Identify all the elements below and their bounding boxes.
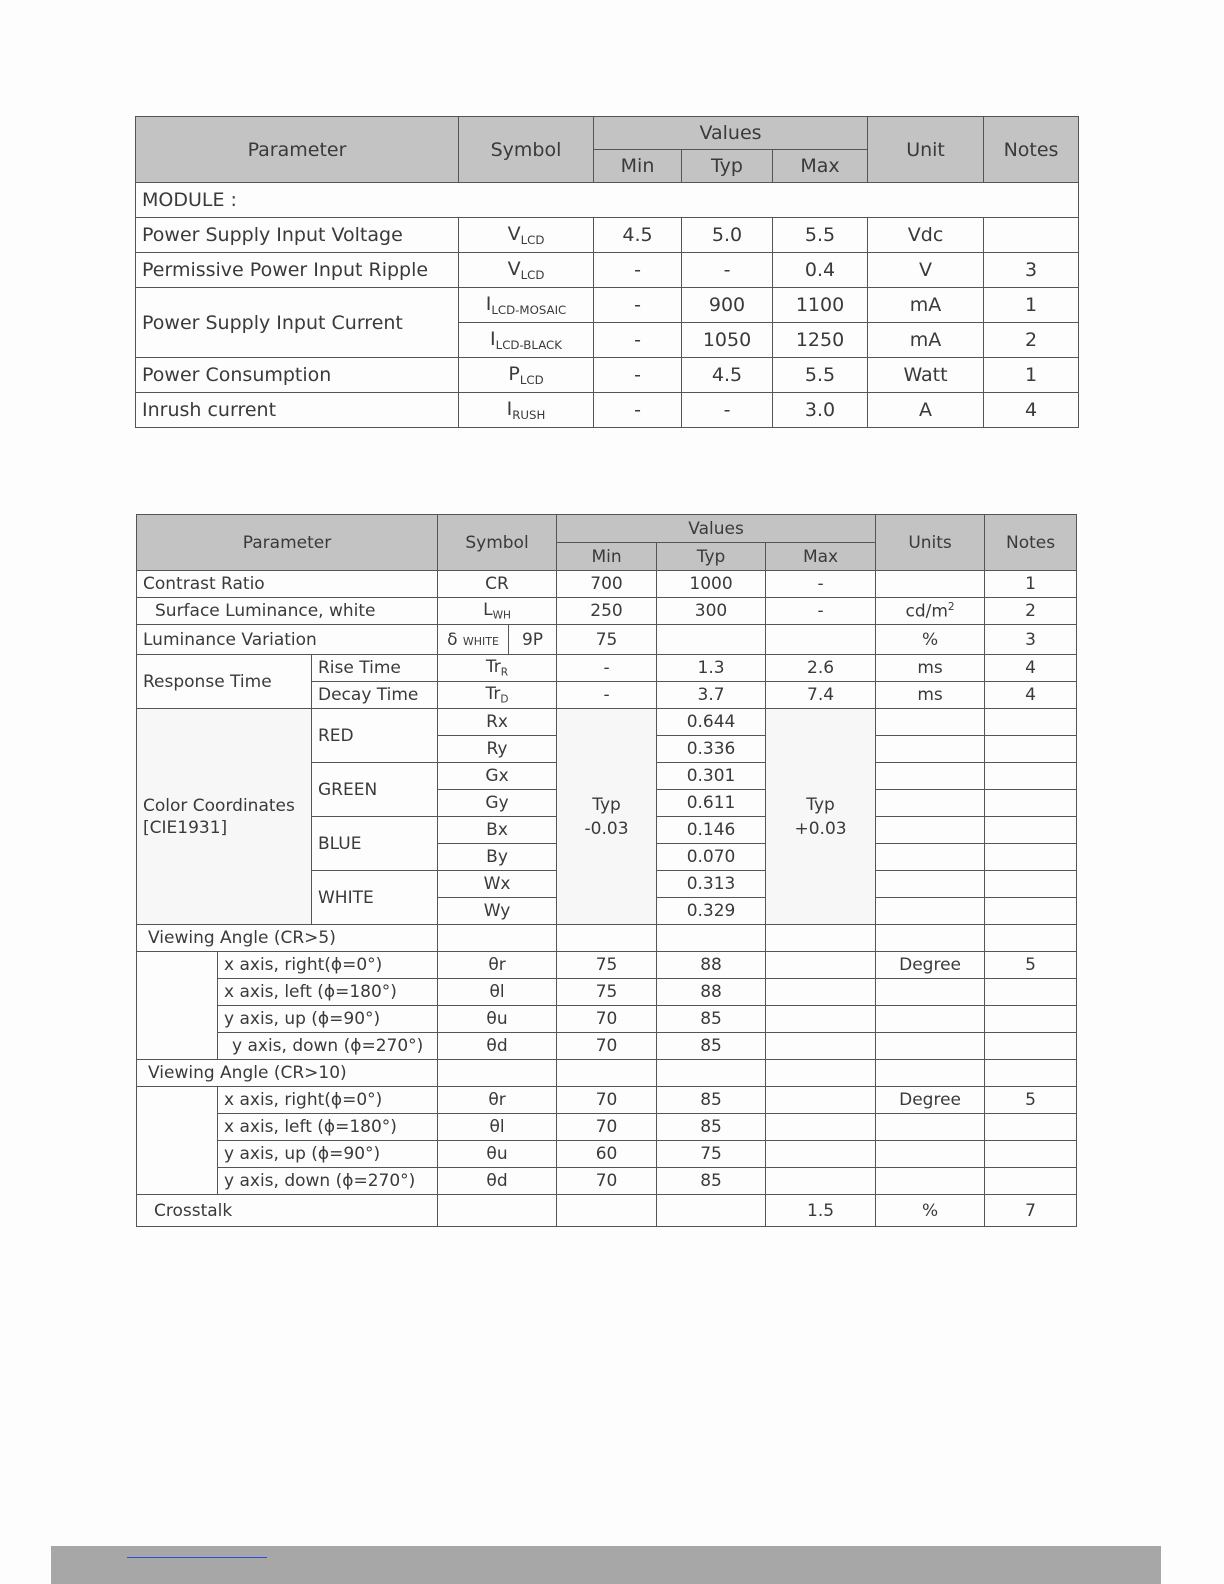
header-typ: Typ <box>657 543 766 571</box>
typ-cell: 1050 <box>682 323 773 358</box>
min-cell: 250 <box>557 598 657 625</box>
max-cell <box>766 1141 876 1168</box>
max-cell: 3.0 <box>773 393 868 428</box>
notes-cell: 1 <box>985 571 1077 598</box>
notes-cell: 4 <box>985 682 1077 709</box>
min-cell <box>557 1195 657 1227</box>
footer-link-underline[interactable] <box>127 1557 267 1558</box>
electrical-spec-table <box>135 116 1079 428</box>
param-cell: Power Supply Input Voltage <box>136 218 459 253</box>
min-cell: 70 <box>557 1114 657 1141</box>
min-cell: 75 <box>557 625 657 655</box>
notes-cell: 7 <box>985 1195 1077 1227</box>
angle-label: x axis, left (ϕ=180°) <box>218 979 438 1006</box>
param-cell: Crosstalk <box>137 1195 438 1227</box>
typ-cell: 0.070 <box>657 844 766 871</box>
header-units: Units <box>876 515 985 571</box>
header-values: Values <box>594 117 868 150</box>
notes-cell: 4 <box>984 393 1079 428</box>
table-row <box>137 625 1077 655</box>
angle-label: x axis, left (ϕ=180°) <box>218 1114 438 1141</box>
param-cell: Power Consumption <box>136 358 459 393</box>
notes-cell: 5 <box>985 1087 1077 1114</box>
min-cell: 70 <box>557 1006 657 1033</box>
unit-cell <box>876 1033 985 1060</box>
symbol-cell: $I_{RUSH}$ <box>459 393 594 428</box>
table-row <box>137 1033 1077 1060</box>
notes-cell <box>985 1168 1077 1195</box>
notes-cell: 3 <box>985 625 1077 655</box>
symbol-cell: $Tr_D$ <box>438 682 557 709</box>
table-row <box>137 598 1077 625</box>
typ-cell: - <box>682 253 773 288</box>
param-cell: Luminance Variation <box>137 625 438 655</box>
typ-cell: 85 <box>657 1087 766 1114</box>
symbol-cell: θl <box>438 979 557 1006</box>
unit-cell <box>876 763 985 790</box>
header-typ: Typ <box>682 150 773 183</box>
max-cell <box>766 979 876 1006</box>
unit-cell: % <box>876 625 985 655</box>
unit-cell <box>876 1006 985 1033</box>
symbol-cell: θd <box>438 1033 557 1060</box>
typ-cell: 85 <box>657 1114 766 1141</box>
table-row <box>136 253 1079 288</box>
table-row <box>136 358 1079 393</box>
param-cell: Contrast Ratio <box>137 571 438 598</box>
color-group-label: GREEN <box>312 763 438 817</box>
min-cell: 4.5 <box>594 218 682 253</box>
section-title: Viewing Angle (CR>10) <box>137 1060 438 1087</box>
symbol-cell: θl <box>438 1114 557 1141</box>
typ-cell: 88 <box>657 952 766 979</box>
typ-cell: 0.329 <box>657 898 766 925</box>
header-symbol: Symbol <box>459 117 594 183</box>
table-row <box>137 1087 1077 1114</box>
unit-cell: ms <box>876 655 985 682</box>
table-row <box>136 288 1079 323</box>
typ-cell: 900 <box>682 288 773 323</box>
color-group-label: RED <box>312 709 438 763</box>
symbol-cell-2: 9P <box>509 625 557 655</box>
typ-cell <box>657 625 766 655</box>
header-min: Min <box>557 543 657 571</box>
min-cell: - <box>557 682 657 709</box>
max-cell <box>766 952 876 979</box>
max-cell: Typ +0.03 <box>766 709 876 925</box>
min-cell: - <box>594 288 682 323</box>
table-row <box>137 1006 1077 1033</box>
header-unit: Unit <box>868 117 984 183</box>
table-row <box>137 1141 1077 1168</box>
page-footer-bar <box>51 1546 1161 1584</box>
symbol-cell: $I_{LCD-BLACK}$ <box>459 323 594 358</box>
symbol-cell: Gx <box>438 763 557 790</box>
notes-cell <box>984 218 1079 253</box>
notes-cell <box>985 1006 1077 1033</box>
typ-cell: 0.644 <box>657 709 766 736</box>
max-cell: 1100 <box>773 288 868 323</box>
typ-cell: 0.313 <box>657 871 766 898</box>
symbol-cell: Rx <box>438 709 557 736</box>
table-row <box>137 1195 1077 1227</box>
angle-label: y axis, down (ϕ=270°) <box>218 1033 438 1060</box>
notes-cell <box>985 709 1077 736</box>
typ-cell: 300 <box>657 598 766 625</box>
param-cell: Response Time <box>137 655 312 709</box>
unit-cell <box>876 1141 985 1168</box>
max-cell: 7.4 <box>766 682 876 709</box>
notes-cell <box>985 871 1077 898</box>
min-cell: - <box>594 253 682 288</box>
table-row <box>137 1168 1077 1195</box>
symbol-cell: θu <box>438 1141 557 1168</box>
table-row <box>137 655 1077 682</box>
param-cell: Inrush current <box>136 393 459 428</box>
typ-cell: 0.301 <box>657 763 766 790</box>
typ-cell <box>657 1195 766 1227</box>
max-cell: - <box>766 571 876 598</box>
symbol-cell: θr <box>438 1087 557 1114</box>
notes-cell: 5 <box>985 952 1077 979</box>
table-row <box>137 979 1077 1006</box>
min-cell: 70 <box>557 1168 657 1195</box>
max-cell: 5.5 <box>773 218 868 253</box>
notes-cell: 2 <box>985 598 1077 625</box>
min-cell: - <box>557 655 657 682</box>
header-max: Max <box>773 150 868 183</box>
table-row <box>136 218 1079 253</box>
typ-cell: 75 <box>657 1141 766 1168</box>
unit-cell <box>876 817 985 844</box>
typ-cell: 1000 <box>657 571 766 598</box>
symbol-cell: $V_{LCD}$ <box>459 218 594 253</box>
unit-cell: A <box>868 393 984 428</box>
symbol-cell: $P_{LCD}$ <box>459 358 594 393</box>
typ-cell: 4.5 <box>682 358 773 393</box>
notes-cell <box>985 763 1077 790</box>
max-cell <box>766 1006 876 1033</box>
symbol-cell: θu <box>438 1006 557 1033</box>
symbol-cell: $L_{WH}$ <box>438 598 557 625</box>
table-row <box>136 393 1079 428</box>
unit-cell: % <box>876 1195 985 1227</box>
unit-cell <box>876 871 985 898</box>
max-cell <box>766 1033 876 1060</box>
header-min: Min <box>594 150 682 183</box>
section-row <box>136 183 1079 218</box>
unit-cell <box>876 709 985 736</box>
header-notes: Notes <box>985 515 1077 571</box>
unit-cell: Watt <box>868 358 984 393</box>
notes-cell <box>985 817 1077 844</box>
symbol-cell: $Tr_R$ <box>438 655 557 682</box>
unit-cell <box>876 1168 985 1195</box>
header-parameter: Parameter <box>137 515 438 571</box>
angle-label: x axis, right(ϕ=0°) <box>218 1087 438 1114</box>
header-max: Max <box>766 543 876 571</box>
table-row <box>137 709 1077 736</box>
angle-label: y axis, up (ϕ=90°) <box>218 1141 438 1168</box>
typ-cell: 88 <box>657 979 766 1006</box>
symbol-cell: Wx <box>438 871 557 898</box>
typ-cell: 0.146 <box>657 817 766 844</box>
optical-spec-table <box>136 514 1077 1227</box>
symbol-cell: Bx <box>438 817 557 844</box>
notes-cell <box>985 1114 1077 1141</box>
max-cell: 1.5 <box>766 1195 876 1227</box>
max-cell: 5.5 <box>773 358 868 393</box>
header-symbol: Symbol <box>438 515 557 571</box>
symbol-cell: By <box>438 844 557 871</box>
notes-cell: 1 <box>984 288 1079 323</box>
color-group-label: WHITE <box>312 871 438 925</box>
typ-cell: 85 <box>657 1168 766 1195</box>
indent-cell <box>137 1087 218 1195</box>
unit-cell: Degree <box>876 952 985 979</box>
symbol-cell: Ry <box>438 736 557 763</box>
min-cell: Typ -0.03 <box>557 709 657 925</box>
symbol-cell: θd <box>438 1168 557 1195</box>
min-cell: - <box>594 358 682 393</box>
sub-param-cell: Decay Time <box>312 682 438 709</box>
table-row <box>137 925 1077 952</box>
max-cell <box>766 1114 876 1141</box>
typ-cell: 85 <box>657 1006 766 1033</box>
max-cell <box>766 1168 876 1195</box>
symbol-cell: δ WHITE <box>438 625 509 655</box>
unit-cell <box>876 571 985 598</box>
notes-cell <box>985 1033 1077 1060</box>
min-cell: 75 <box>557 979 657 1006</box>
notes-cell: 4 <box>985 655 1077 682</box>
color-group-label: BLUE <box>312 817 438 871</box>
min-cell: - <box>594 393 682 428</box>
max-cell <box>766 625 876 655</box>
unit-cell: mA <box>868 323 984 358</box>
notes-cell <box>985 1141 1077 1168</box>
notes-cell: 2 <box>984 323 1079 358</box>
notes-cell: 3 <box>984 253 1079 288</box>
table-row <box>137 1060 1077 1087</box>
typ-cell: 3.7 <box>657 682 766 709</box>
sub-param-cell: Rise Time <box>312 655 438 682</box>
unit-cell: $cd/m^2$ <box>876 598 985 625</box>
symbol-cell: θr <box>438 952 557 979</box>
notes-cell: 1 <box>984 358 1079 393</box>
max-cell: - <box>766 598 876 625</box>
min-cell: 70 <box>557 1087 657 1114</box>
symbol-cell <box>438 1195 557 1227</box>
param-cell: Color Coordinates [CIE1931] <box>137 709 312 925</box>
typ-cell: 85 <box>657 1033 766 1060</box>
notes-cell <box>985 898 1077 925</box>
unit-cell: mA <box>868 288 984 323</box>
max-cell: 2.6 <box>766 655 876 682</box>
max-cell <box>766 1087 876 1114</box>
unit-cell <box>876 1114 985 1141</box>
notes-cell <box>985 844 1077 871</box>
min-cell: - <box>594 323 682 358</box>
section-label: MODULE : <box>136 183 1079 218</box>
symbol-cell: Gy <box>438 790 557 817</box>
max-cell: 1250 <box>773 323 868 358</box>
unit-cell <box>876 898 985 925</box>
typ-cell: 0.336 <box>657 736 766 763</box>
angle-label: y axis, up (ϕ=90°) <box>218 1006 438 1033</box>
unit-cell: Vdc <box>868 218 984 253</box>
table-row <box>137 952 1077 979</box>
symbol-cell: $I_{LCD-MOSAIC}$ <box>459 288 594 323</box>
max-cell: 0.4 <box>773 253 868 288</box>
header-parameter: Parameter <box>136 117 459 183</box>
unit-cell <box>876 844 985 871</box>
indent-cell <box>137 952 218 1060</box>
header-values: Values <box>557 515 876 543</box>
typ-cell: 1.3 <box>657 655 766 682</box>
table-row <box>137 571 1077 598</box>
symbol-cell: $V_{LCD}$ <box>459 253 594 288</box>
notes-cell <box>985 790 1077 817</box>
notes-cell <box>985 736 1077 763</box>
min-cell: 700 <box>557 571 657 598</box>
min-cell: 60 <box>557 1141 657 1168</box>
unit-cell <box>876 979 985 1006</box>
unit-cell <box>876 790 985 817</box>
angle-label: y axis, down (ϕ=270°) <box>218 1168 438 1195</box>
min-cell: 75 <box>557 952 657 979</box>
table-row <box>137 1114 1077 1141</box>
param-cell: Power Supply Input Current <box>136 288 459 358</box>
param-cell: Permissive Power Input Ripple <box>136 253 459 288</box>
unit-cell: Degree <box>876 1087 985 1114</box>
param-cell: Surface Luminance, white <box>137 598 438 625</box>
unit-cell: ms <box>876 682 985 709</box>
min-cell: 70 <box>557 1033 657 1060</box>
unit-cell: V <box>868 253 984 288</box>
typ-cell: 0.611 <box>657 790 766 817</box>
notes-cell <box>985 979 1077 1006</box>
angle-label: x axis, right(ϕ=0°) <box>218 952 438 979</box>
symbol-cell: CR <box>438 571 557 598</box>
typ-cell: - <box>682 393 773 428</box>
header-notes: Notes <box>984 117 1079 183</box>
section-title: Viewing Angle (CR>5) <box>137 925 438 952</box>
typ-cell: 5.0 <box>682 218 773 253</box>
symbol-cell: Wy <box>438 898 557 925</box>
unit-cell <box>876 736 985 763</box>
